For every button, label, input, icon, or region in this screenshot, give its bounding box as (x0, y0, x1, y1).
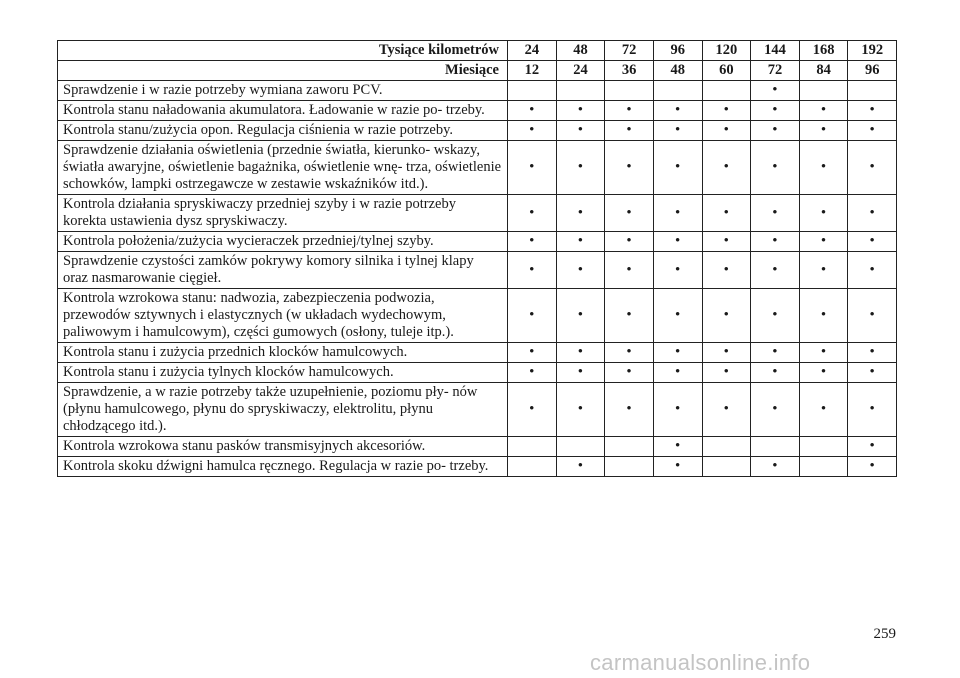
table-row (58, 252, 897, 289)
bullet-mark: • (653, 252, 702, 289)
bullet-mark: • (605, 141, 654, 195)
bullet-mark: • (751, 101, 800, 121)
bullet-mark: • (556, 457, 605, 477)
task-description: Kontrola wzrokowa stanu: nadwozia, zabezpieczenia podwozia, przewodów sztywnych i elastycznych (w układach wydechowym, paliwowym i hamulcowym), części gumowych (osłony, tuleje itp.). (58, 289, 508, 343)
bullet-mark: • (605, 343, 654, 363)
bullet-mark: • (751, 289, 800, 343)
bullet-mark: • (848, 289, 897, 343)
watermark: carmanualsonline.info (590, 650, 811, 675)
bullet-mark: • (653, 457, 702, 477)
bullet-mark: • (653, 121, 702, 141)
task-description: Sprawdzenie, a w razie potrzeby także uzupełnienie, poziomu pły- nów (płynu hamulcowego, płynu do spryskiwaczy, elektrolitu, płynu chłodzącego itd.). (58, 383, 508, 437)
bullet-mark: • (556, 101, 605, 121)
task-description: Kontrola skoku dźwigni hamulca ręcznego. Regulacja w razie po- trzeby. (58, 457, 508, 477)
header-row-km (58, 41, 897, 61)
month-cell: 72 (751, 61, 800, 81)
bullet-mark: • (508, 252, 557, 289)
bullet-mark: • (605, 289, 654, 343)
bullet-mark: • (848, 232, 897, 252)
bullet-mark: • (605, 121, 654, 141)
bullet-mark: • (605, 363, 654, 383)
bullet-mark: • (653, 141, 702, 195)
bullet-mark: • (508, 363, 557, 383)
bullet-mark: • (848, 141, 897, 195)
bullet-mark: • (508, 141, 557, 195)
bullet-mark: • (751, 343, 800, 363)
bullet-mark: • (653, 232, 702, 252)
task-description: Kontrola działania spryskiwaczy przedniej szyby i w razie potrzeby korekta ustawienia dysz spryskiwaczy. (58, 195, 508, 232)
bullet-mark: • (702, 232, 751, 252)
bullet-mark: • (751, 81, 800, 101)
table-row (58, 121, 897, 141)
bullet-mark: • (799, 141, 848, 195)
empty-cell (556, 437, 605, 457)
bullet-mark: • (799, 232, 848, 252)
bullet-mark: • (751, 252, 800, 289)
table-row (58, 81, 897, 101)
bullet-mark: • (799, 195, 848, 232)
bullet-mark: • (799, 101, 848, 121)
table-row (58, 232, 897, 252)
empty-cell (799, 457, 848, 477)
bullet-mark: • (751, 383, 800, 437)
km-cell: 120 (702, 41, 751, 61)
km-cell: 192 (848, 41, 897, 61)
bullet-mark: • (702, 101, 751, 121)
empty-cell (508, 437, 557, 457)
bullet-mark: • (556, 121, 605, 141)
task-description: Kontrola stanu i zużycia tylnych klocków hamulcowych. (58, 363, 508, 383)
bullet-mark: • (751, 141, 800, 195)
table-row (58, 101, 897, 121)
bullet-mark: • (848, 457, 897, 477)
bullet-mark: • (799, 289, 848, 343)
task-description: Kontrola stanu naładowania akumulatora. Ładowanie w razie po- trzeby. (58, 101, 508, 121)
km-cell: 24 (508, 41, 557, 61)
bullet-mark: • (751, 232, 800, 252)
month-cell: 96 (848, 61, 897, 81)
bullet-mark: • (799, 343, 848, 363)
table-row (58, 289, 897, 343)
empty-cell (848, 81, 897, 101)
task-description: Kontrola stanu i zużycia przednich klocków hamulcowych. (58, 343, 508, 363)
bullet-mark: • (556, 141, 605, 195)
month-cell: 36 (605, 61, 654, 81)
bullet-mark: • (751, 457, 800, 477)
empty-cell (605, 437, 654, 457)
month-cell: 24 (556, 61, 605, 81)
table-row (58, 383, 897, 437)
bullet-mark: • (799, 121, 848, 141)
bullet-mark: • (508, 343, 557, 363)
bullet-mark: • (605, 232, 654, 252)
bullet-mark: • (605, 383, 654, 437)
bullet-mark: • (605, 101, 654, 121)
km-cell: 144 (751, 41, 800, 61)
bullet-mark: • (653, 289, 702, 343)
bullet-mark: • (508, 195, 557, 232)
bullet-mark: • (653, 195, 702, 232)
empty-cell (702, 457, 751, 477)
bullet-mark: • (848, 343, 897, 363)
bullet-mark: • (848, 252, 897, 289)
bullet-mark: • (556, 252, 605, 289)
bullet-mark: • (702, 195, 751, 232)
bullet-mark: • (605, 195, 654, 232)
bullet-mark: • (556, 363, 605, 383)
bullet-mark: • (556, 289, 605, 343)
bullet-mark: • (508, 121, 557, 141)
task-description: Sprawdzenie działania oświetlenia (przednie światła, kierunko- wskazy, światła awaryjne, oświetlenie bagażnika, oświetlenie wnę- trza, oświetlenie schowków, lampki ostrzegawcze w zestawie wskaźników itd.). (58, 141, 508, 195)
bullet-mark: • (848, 195, 897, 232)
bullet-mark: • (653, 343, 702, 363)
bullet-mark: • (799, 363, 848, 383)
table-row (58, 195, 897, 232)
bullet-mark: • (653, 437, 702, 457)
km-cell: 48 (556, 41, 605, 61)
empty-cell (508, 457, 557, 477)
bullet-mark: • (702, 252, 751, 289)
schedule-body (58, 81, 897, 477)
bullet-mark: • (508, 101, 557, 121)
bullet-mark: • (702, 141, 751, 195)
table-row (58, 343, 897, 363)
task-description: Sprawdzenie czystości zamków pokrywy komory silnika i tylnej klapy oraz nasmarowanie cięgieł. (58, 252, 508, 289)
bullet-mark: • (508, 289, 557, 343)
table-row (58, 437, 897, 457)
task-description: Kontrola stanu/zużycia opon. Regulacja ciśnienia w razie potrzeby. (58, 121, 508, 141)
bullet-mark: • (556, 232, 605, 252)
empty-cell (702, 437, 751, 457)
empty-cell (556, 81, 605, 101)
bullet-mark: • (848, 383, 897, 437)
maintenance-schedule-table (57, 40, 897, 477)
bullet-mark: • (556, 343, 605, 363)
table-row (58, 363, 897, 383)
bullet-mark: • (848, 363, 897, 383)
table-row (58, 141, 897, 195)
task-description: Sprawdzenie i w razie potrzeby wymiana zaworu PCV. (58, 81, 508, 101)
empty-cell (799, 437, 848, 457)
month-cell: 48 (653, 61, 702, 81)
empty-cell (799, 81, 848, 101)
task-description: Kontrola wzrokowa stanu pasków transmisyjnych akcesoriów. (58, 437, 508, 457)
bullet-mark: • (702, 343, 751, 363)
bullet-mark: • (702, 289, 751, 343)
task-description: Kontrola położenia/zużycia wycieraczek przedniej/tylnej szyby. (58, 232, 508, 252)
month-cell: 84 (799, 61, 848, 81)
empty-cell (751, 437, 800, 457)
empty-cell (702, 81, 751, 101)
km-cell: 96 (653, 41, 702, 61)
bullet-mark: • (751, 363, 800, 383)
bullet-mark: • (702, 363, 751, 383)
table-row (58, 457, 897, 477)
bullet-mark: • (653, 101, 702, 121)
header-row-months (58, 61, 897, 81)
header-month-label: Miesiące (58, 61, 508, 81)
bullet-mark: • (653, 363, 702, 383)
month-cell: 60 (702, 61, 751, 81)
bullet-mark: • (751, 195, 800, 232)
bullet-mark: • (702, 383, 751, 437)
km-cell: 168 (799, 41, 848, 61)
empty-cell (605, 457, 654, 477)
month-cell: 12 (508, 61, 557, 81)
bullet-mark: • (702, 121, 751, 141)
bullet-mark: • (799, 383, 848, 437)
km-cell: 72 (605, 41, 654, 61)
bullet-mark: • (751, 121, 800, 141)
bullet-mark: • (508, 232, 557, 252)
empty-cell (605, 81, 654, 101)
bullet-mark: • (556, 195, 605, 232)
bullet-mark: • (508, 383, 557, 437)
bullet-mark: • (605, 252, 654, 289)
bullet-mark: • (848, 121, 897, 141)
bullet-mark: • (848, 437, 897, 457)
bullet-mark: • (848, 101, 897, 121)
header-km-label: Tysiące kilometrów (58, 41, 508, 61)
empty-cell (508, 81, 557, 101)
bullet-mark: • (653, 383, 702, 437)
bullet-mark: • (556, 383, 605, 437)
page-number: 259 (873, 626, 896, 642)
bullet-mark: • (799, 252, 848, 289)
empty-cell (653, 81, 702, 101)
